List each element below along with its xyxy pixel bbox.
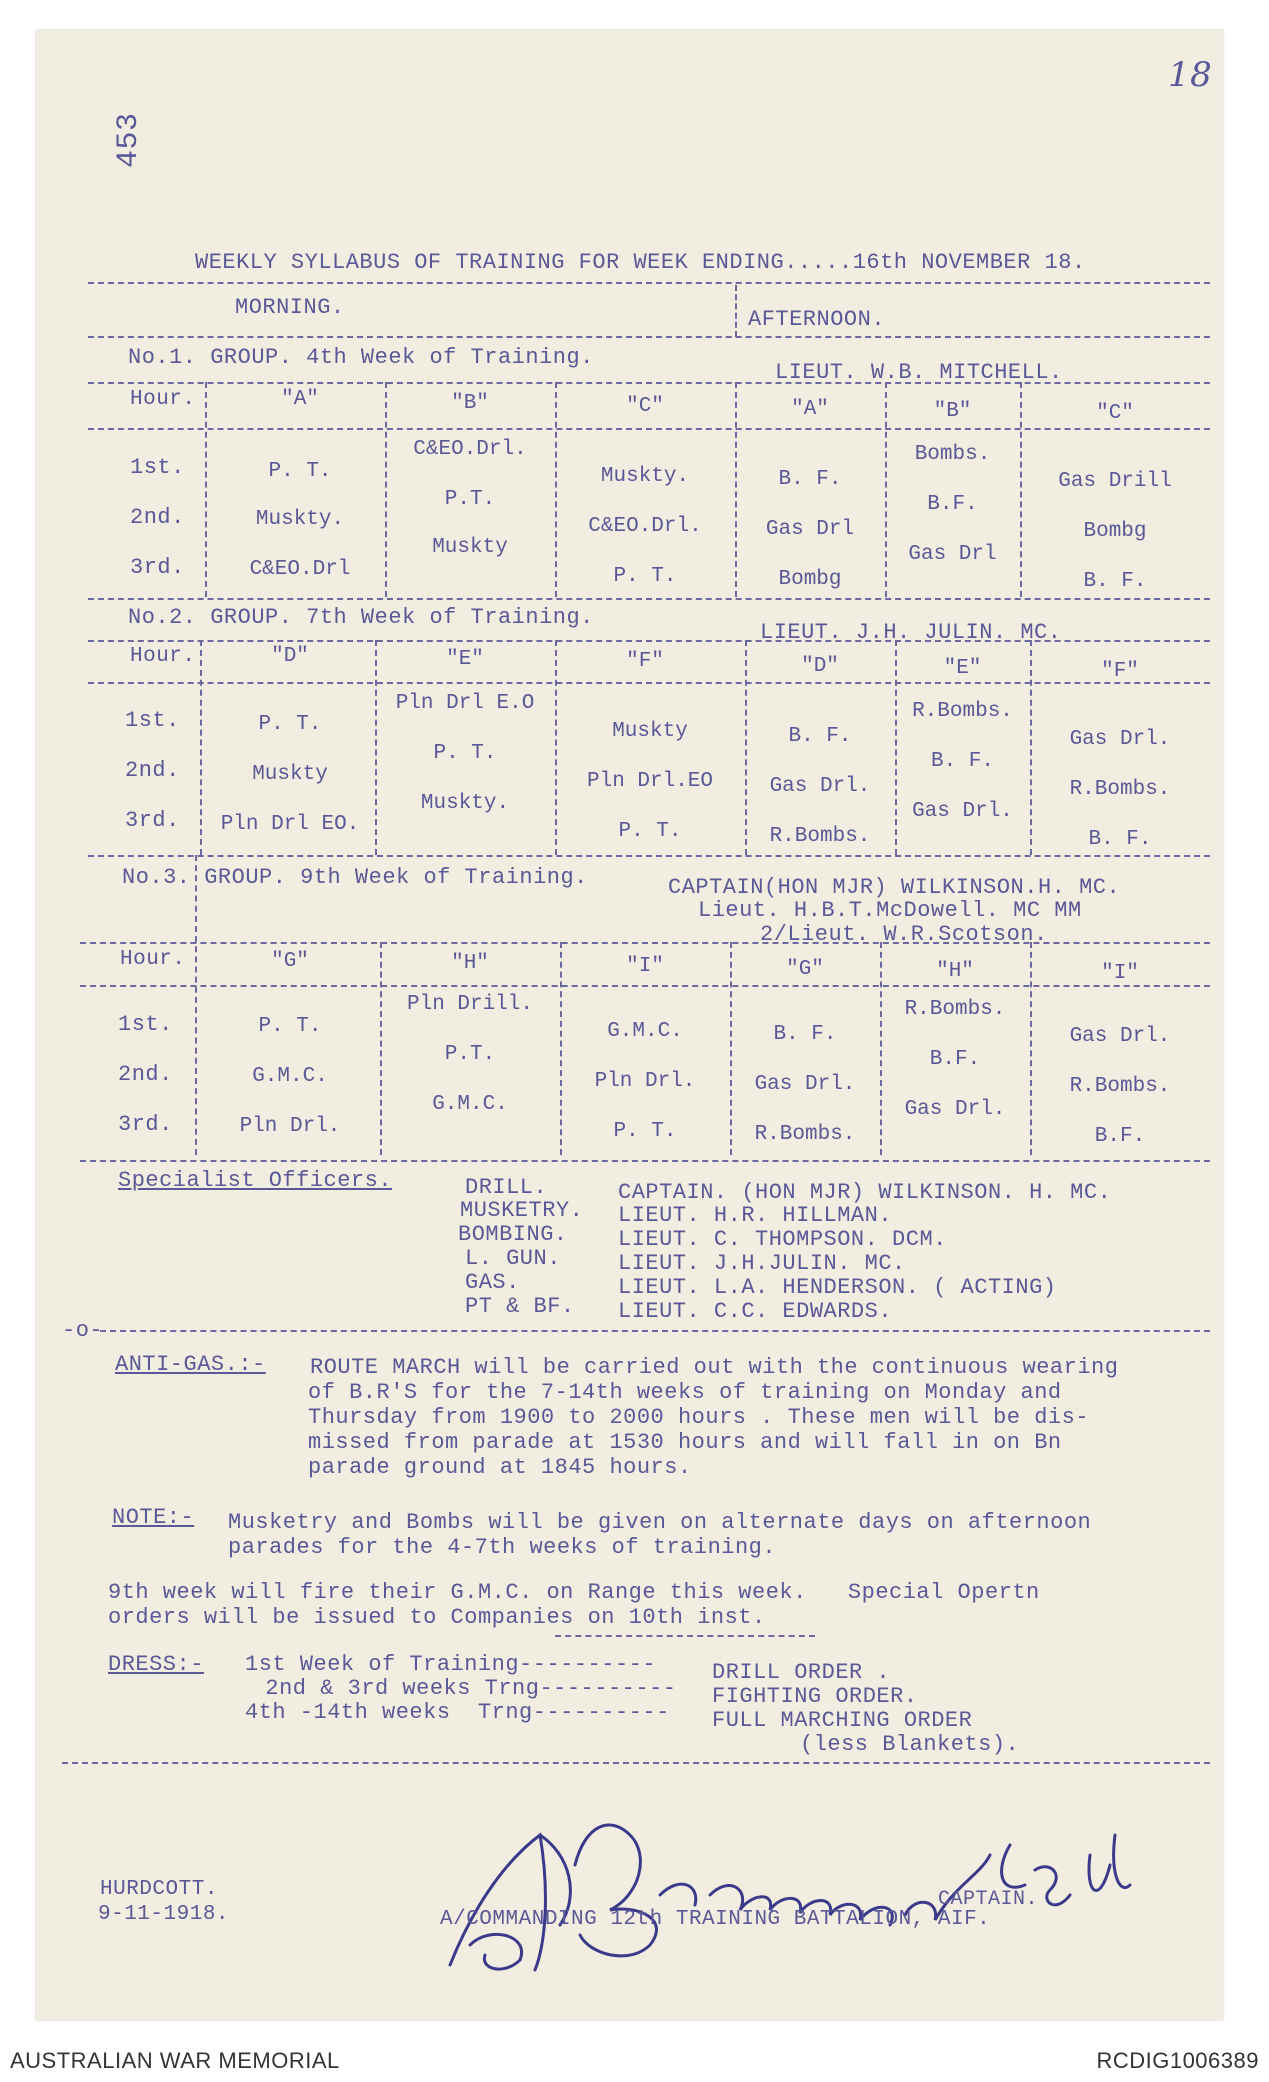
col-head-b-pm: "B": [933, 400, 972, 423]
hour-2nd-g2: 2nd.: [125, 758, 180, 783]
col-head-d: "D": [271, 645, 309, 668]
dress-row-1-left: 1st Week of Training----------: [245, 1652, 657, 1677]
dress-row-2-right: FIGHTING ORDER.: [712, 1684, 918, 1709]
g2-f-3: P. T.: [618, 820, 682, 843]
anti-gas-line-1: ROUTE MARCH will be carried out with the continuous wearing: [310, 1355, 1119, 1380]
g3-ph-1: R.Bombs.: [904, 998, 1006, 1021]
hour-2nd-g3: 2nd.: [118, 1062, 173, 1087]
col-head-a: "A": [281, 388, 319, 411]
place: HURDCOTT.: [100, 1878, 218, 1901]
spec-subject-1: DRILL.: [465, 1175, 548, 1200]
g1-pc-3: B. F.: [1083, 570, 1147, 593]
col-head-b: "B": [451, 392, 489, 415]
g2-pf-2: R.Bombs.: [1069, 778, 1171, 801]
g2-pd-2: Gas Drl.: [769, 775, 871, 798]
g3-pg-3: R.Bombs.: [754, 1123, 856, 1146]
col-head-g: "G": [271, 950, 309, 973]
hour-1st-g3: 1st.: [118, 1012, 173, 1037]
g2-e-3: Muskty.: [420, 792, 510, 815]
hour-2nd: 2nd.: [130, 505, 185, 530]
g2-pf-1: Gas Drl.: [1069, 728, 1171, 751]
anti-gas-line-2: of B.R'S for the 7-14th weeks of training on Monday and: [308, 1380, 1062, 1405]
g1-b-2: P.T.: [444, 488, 496, 511]
col-head-a-pm: "A": [791, 398, 829, 421]
anti-gas-label: ANTI-GAS.:-: [115, 1352, 266, 1377]
spec-subject-5: GAS.: [465, 1270, 520, 1295]
g3-pg-1: B. F.: [773, 1023, 837, 1046]
col-head-c: "C": [626, 395, 664, 418]
dress-row-3-right: FULL MARCHING ORDER: [712, 1708, 973, 1733]
g1-pa-2: Gas Drl: [765, 518, 855, 541]
g2-pe-2: B. F.: [930, 750, 994, 773]
g2-pd-1: B. F.: [788, 725, 852, 748]
group-3-officer-3: 2/Lieut. W.R.Scotson.: [760, 922, 1048, 947]
g3-h-1: Pln Drill.: [406, 993, 534, 1016]
g3-pi-3: B.F.: [1094, 1125, 1146, 1148]
g2-f-1: Muskty: [612, 720, 688, 743]
g3-pg-2: Gas Drl.: [754, 1073, 856, 1096]
g1-pb-3: Gas Drl: [908, 543, 997, 566]
col-head-h: "H": [451, 952, 489, 975]
g1-a-1: P. T.: [268, 460, 332, 483]
g2-pf-3: B. F.: [1088, 828, 1152, 851]
g2-d-1: P. T.: [258, 713, 322, 736]
g1-a-2: Muskty.: [255, 508, 345, 531]
g1-pb-1: Bombs.: [914, 443, 991, 466]
hour-3rd-g3: 3rd.: [118, 1112, 173, 1137]
ninth-week-line-2: orders will be issued to Companies on 10th inst.: [108, 1605, 766, 1630]
col-head-f: "F": [626, 650, 664, 673]
spec-officer-5: LIEUT. L.A. HENDERSON. ( ACTING): [618, 1275, 1057, 1300]
col-head-d-pm: "D": [801, 655, 839, 678]
col-head-f-pm: "F": [1101, 660, 1139, 683]
date: 9-11-1918.: [98, 1903, 230, 1926]
spec-officer-2: LIEUT. H.R. HILLMAN.: [618, 1203, 893, 1228]
group-2-officer: LIEUT. J.H. JULIN. MC.: [760, 620, 1062, 645]
g2-d-2: Muskty: [252, 763, 328, 786]
g3-h-3: G.M.C.: [432, 1093, 508, 1116]
signatory-unit: A/COMMANDING 12th TRAINING BATTALION, AIF.: [440, 1908, 991, 1931]
spec-subject-6: PT & BF.: [465, 1294, 575, 1319]
hour-3rd-g2: 3rd.: [125, 808, 180, 833]
col-head-c-pm: "C": [1096, 402, 1134, 425]
separator-mark: -o-: [62, 1318, 104, 1343]
g2-e-1: Pln Drl E.O: [395, 692, 535, 715]
g2-f-2: Pln Drl.EO: [586, 770, 714, 793]
note-line-2: parades for the 4-7th weeks of training.: [228, 1535, 777, 1560]
g1-c-2: C&EO.Drl.: [588, 515, 702, 538]
morning-heading: MORNING.: [235, 295, 345, 320]
col-head-h-pm: "H": [936, 960, 974, 983]
g2-d-3: Pln Drl EO.: [220, 813, 360, 836]
dress-label: DRESS:-: [108, 1652, 204, 1677]
g1-a-3: C&EO.Drl: [249, 558, 351, 581]
col-head-e: "E": [446, 648, 484, 671]
specialists-heading: Specialist Officers.: [118, 1168, 393, 1193]
anti-gas-line-5: parade ground at 1845 hours.: [308, 1455, 692, 1480]
group-3-label: No.3. GROUP. 9th Week of Training.: [122, 865, 588, 890]
g3-pi-2: R.Bombs.: [1069, 1075, 1171, 1098]
g1-c-3: P. T.: [613, 565, 677, 588]
hour-header: Hour.: [130, 388, 196, 411]
spec-officer-1: CAPTAIN. (HON MJR) WILKINSON. H. MC.: [618, 1180, 1112, 1205]
g3-i-3: P. T.: [613, 1120, 677, 1143]
signatory-rank: CAPTAIN.: [938, 1888, 1039, 1911]
g3-g-1: P. T.: [258, 1015, 322, 1038]
g1-pa-1: B. F.: [778, 468, 842, 491]
g2-pe-3: Gas Drl.: [912, 800, 1013, 823]
spec-officer-3: LIEUT. C. THOMPSON. DCM.: [618, 1227, 947, 1252]
g3-h-2: P.T.: [444, 1043, 496, 1066]
page-number-mark: 453: [112, 112, 146, 168]
col-head-i: "I": [626, 955, 664, 978]
col-head-e-pm: "E": [943, 657, 982, 680]
g3-i-1: G.M.C.: [607, 1020, 683, 1043]
footer-source: AUSTRALIAN WAR MEMORIAL: [10, 2048, 340, 2073]
dress-row-3-left: 4th -14th weeks Trng----------: [245, 1700, 670, 1725]
g3-pi-1: Gas Drl.: [1069, 1025, 1171, 1048]
hour-1st: 1st.: [130, 455, 185, 480]
afternoon-heading: AFTERNOON.: [748, 307, 886, 332]
spec-officer-4: LIEUT. J.H.JULIN. MC.: [618, 1251, 906, 1276]
g1-pc-2: Bombg: [1083, 520, 1147, 543]
g2-pd-3: R.Bombs.: [769, 825, 871, 848]
dress-row-4-right: (less Blankets).: [800, 1732, 1020, 1757]
hour-header-2: Hour.: [130, 645, 196, 668]
g3-ph-2: B.F.: [929, 1048, 981, 1071]
g1-pc-1: Gas Drill: [1058, 470, 1172, 493]
g1-b-1: C&EO.Drl.: [413, 438, 527, 461]
group-3-officer-2: Lieut. H.B.T.McDowell. MC MM: [698, 898, 1082, 923]
note-line-1: Musketry and Bombs will be given on alternate days on afternoon: [228, 1510, 1092, 1535]
g1-pb-2: B.F.: [927, 493, 978, 516]
g1-pa-3: Bombg: [778, 568, 842, 591]
dress-row-1-right: DRILL ORDER .: [712, 1660, 891, 1685]
handwritten-signature: [410, 1775, 1210, 1985]
note-label: NOTE:-: [112, 1505, 195, 1530]
g3-g-2: G.M.C.: [252, 1065, 328, 1088]
g1-b-3: Muskty: [432, 536, 508, 559]
hour-1st-g2: 1st.: [125, 708, 180, 733]
col-head-g-pm: "G": [786, 958, 824, 981]
group-1-label: No.1. GROUP. 4th Week of Training.: [128, 345, 594, 370]
g2-pe-1: R.Bombs.: [912, 700, 1013, 723]
group-1-officer: LIEUT. W.B. MITCHELL.: [775, 360, 1063, 385]
spec-subject-2: MUSKETRY.: [460, 1198, 584, 1223]
hour-3rd: 3rd.: [130, 555, 185, 580]
g3-i-2: Pln Drl.: [594, 1070, 696, 1093]
document-title: WEEKLY SYLLABUS OF TRAINING FOR WEEK ENDING.....16th NOVEMBER 18.: [195, 250, 1086, 275]
g3-g-3: Pln Drl.: [239, 1115, 341, 1138]
g2-e-2: P. T.: [433, 742, 497, 765]
group-3-officer: CAPTAIN(HON MJR) WILKINSON.H. MC.: [668, 875, 1121, 900]
spec-officer-6: LIEUT. C.C. EDWARDS.: [618, 1299, 893, 1324]
ninth-week-line-1: 9th week will fire their G.M.C. on Range this week. Special Opertn: [108, 1580, 1040, 1605]
g3-ph-3: Gas Drl.: [904, 1098, 1006, 1121]
anti-gas-line-4: missed from parade at 1530 hours and will fall in on Bn: [308, 1430, 1062, 1455]
dress-row-2-left: 2nd & 3rd weeks Trng----------: [238, 1676, 677, 1701]
g1-c-1: Muskty.: [600, 465, 690, 488]
hour-header-3: Hour.: [120, 948, 186, 971]
group-2-label: No.2. GROUP. 7th Week of Training.: [128, 605, 594, 630]
spec-subject-4: L. GUN.: [465, 1246, 561, 1271]
folio-number: 18: [1168, 55, 1213, 95]
spec-subject-3: BOMBING.: [458, 1222, 568, 1247]
anti-gas-line-3: Thursday from 1900 to 2000 hours . These men will be dis-: [308, 1405, 1090, 1430]
footer-id: RCDIG1006389: [1096, 2048, 1259, 2073]
col-head-i-pm: "I": [1101, 962, 1139, 985]
